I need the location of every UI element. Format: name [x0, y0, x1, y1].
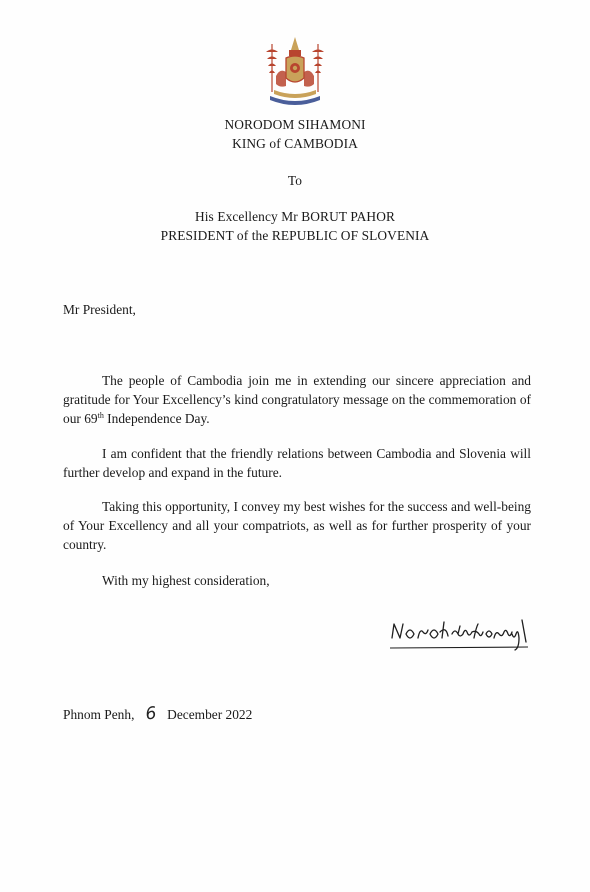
to-label: To — [287, 173, 303, 188]
closing: With my highest consideration, — [102, 573, 270, 588]
paragraph-appreciation-text: The people of Cambodia join me in extending our sincere appreciation and gratitude for Your Excellency’s kind congratulatory message on the commemoration of our 69 — [63, 373, 531, 426]
royal-crest-icon — [258, 34, 332, 108]
salutation: Mr President, — [63, 302, 136, 317]
recipient-name: His Excellency Mr BORUT PAHOR — [194, 209, 396, 224]
paragraph-wishes: Taking this opportunity, I convey my best wishes for the success and well-being of Your Excellency and all your compatriots, as well as for further prosperity of your country. — [63, 499, 531, 552]
handwritten-day: 6 — [144, 703, 158, 725]
ordinal-suffix: th — [97, 411, 104, 420]
paragraph-appreciation-end: Independence Day. — [103, 411, 210, 426]
sender-title: KING of CAMBODIA — [232, 136, 358, 151]
paragraph-relations: I am confident that the friendly relations between Cambodia and Slovenia will further develop and expand in the future. — [63, 446, 531, 480]
handwritten-signature — [388, 612, 538, 652]
place: Phnom Penh, — [63, 707, 135, 722]
sender-name: NORODOM SIHAMONI — [224, 117, 366, 132]
paragraph-appreciation — [63, 371, 531, 428]
recipient-title: PRESIDENT of the REPUBLIC OF SLOVENIA — [160, 228, 430, 243]
date-line — [63, 704, 252, 724]
month-year: December 2022 — [167, 707, 253, 722]
